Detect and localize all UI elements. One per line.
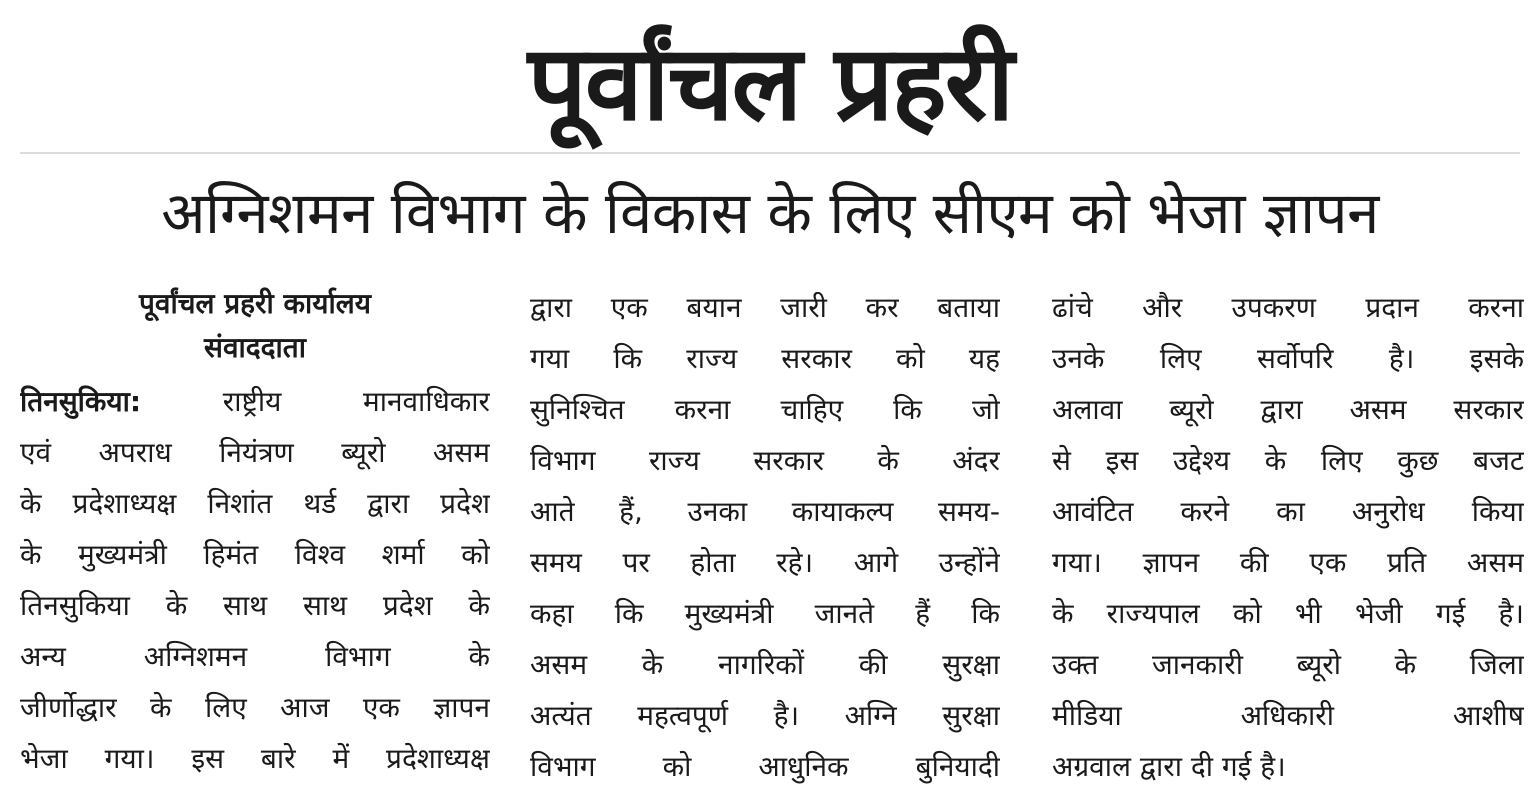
column-1-line-8: भेजा गया। इस बारे में प्रदेशाध्यक्ष	[20, 742, 490, 775]
column-2-line-5: आते हैं, उनका कायाकल्प समय-	[530, 495, 1000, 528]
column-1-line-4: के मुख्यमंत्री हिमंत विश्व शर्मा को	[20, 538, 490, 571]
dateline: तिनसुकिया:	[20, 385, 142, 418]
column-3-line-1: ढांचे और उपकरण प्रदान करना	[1052, 291, 1524, 324]
column-1-body	[20, 376, 490, 784]
article-column-1	[20, 282, 490, 784]
column-3-line-9: मीडिया अधिकारी आशीष	[1052, 699, 1524, 732]
column-3-line-4: से इस उद्देश्य के लिए कुछ बजट	[1052, 444, 1524, 477]
article-headline: अग्निशमन विभाग के विकास के लिए सीएम को भेजा ज्ञापन	[161, 179, 1379, 247]
article-column-2	[530, 282, 1000, 792]
masthead-divider	[20, 152, 1520, 154]
column-2-line-6: समय पर होता रहे। आगे उन्होंने	[530, 546, 1000, 579]
column-1-line-3: के प्रदेशाध्यक्ष निशांत थर्ड द्वारा प्रदेश	[20, 487, 490, 520]
byline-correspondent: संवाददाता	[204, 331, 306, 364]
column-1-line-2: एवं अपराध नियंत्रण ब्यूरो असम	[20, 436, 490, 469]
column-2-line-8: असम के नागरिकों की सुरक्षा	[530, 648, 1000, 681]
column-3-line-8: उक्त जानकारी ब्यूरो के जिला	[1052, 648, 1524, 681]
masthead-title: पूर्वांचल प्रहरी	[527, 22, 1013, 144]
column-3-line-5: आवंटित करने का अनुरोध किया	[1052, 495, 1524, 528]
column-2-line-7: कहा कि मुख्यमंत्री जानते हैं कि	[530, 597, 1000, 630]
column-1-line-5: तिनसुकिया के साथ साथ प्रदेश के	[20, 589, 490, 622]
column-1-line-6: अन्य अग्निशमन विभाग के	[20, 640, 490, 673]
column-2-line-1: द्वारा एक बयान जारी कर बताया	[530, 291, 1000, 324]
column-3-line-2: उनके लिए सर्वोपरि है। इसके	[1052, 342, 1524, 375]
column-2-line-2: गया कि राज्य सरकार को यह	[530, 342, 1000, 375]
column-3-line-10: अग्रवाल द्वारा दी गई है।	[1052, 750, 1286, 783]
column-3-line-7: के राज्यपाल को भी भेजी गई है।	[1052, 597, 1524, 630]
column-2-line-9: अत्यंत महत्वपूर्ण है। अग्नि सुरक्षा	[530, 699, 1000, 732]
column-2-line-4: विभाग राज्य सरकार के अंदर	[530, 444, 1000, 477]
column-1-line-7: जीर्णोद्धार के लिए आज एक ज्ञापन	[20, 691, 490, 724]
byline-office: पूर्वांचल प्रहरी कार्यालय	[139, 287, 371, 320]
column-2-line-10: विभाग को आधुनिक बुनियादी	[530, 750, 1000, 783]
column-3-line-6: गया। ज्ञापन की एक प्रति असम	[1052, 546, 1524, 579]
column-1-line-1	[20, 376, 490, 427]
column-1-line-1-text: राष्ट्रीय मानवाधिकार	[222, 385, 490, 418]
article-column-3	[1052, 282, 1524, 792]
column-3-line-3: अलावा ब्यूरो द्वारा असम सरकार	[1052, 393, 1524, 426]
column-2-line-3: सुनिश्चित करना चाहिए कि जो	[530, 393, 1000, 426]
